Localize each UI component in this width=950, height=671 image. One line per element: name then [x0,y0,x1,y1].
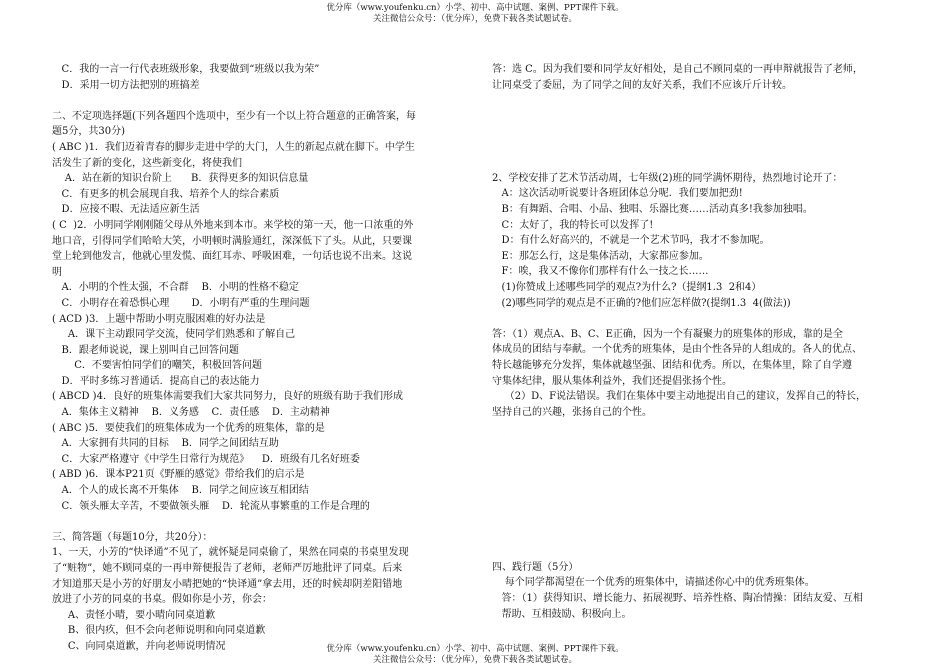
q1-option-d: D．采用一切方法把别的班搞差 [52,79,200,91]
mq3-stem: ( ACD )3．上题中帮助小明克服困难的好办法是 [52,313,266,325]
right-column [492,62,912,622]
sq2-answer-4: 守集体纪律，服从集体利益外，我们还提倡张扬个性。 [492,375,732,387]
mq1-stem-cont: 活发生了新的变化，这些新变化，将使我们 [52,157,242,169]
sq2-answer-2: 体成员的团结与奉献。一个优秀的班集体，是由个性各异的人组成的。各人的优点、 [492,344,862,356]
mq5-stem: ( ABC )5．要使我们的班集体成为一个优秀的班集体，靠的是 [52,422,325,434]
sq1-option-c: C、向同桌道歉，并向老师说明情况 [52,640,226,652]
sq2-speaker-e: E：那怎么行，这是集体活动，大家都应参加。 [492,250,709,262]
sq2-speaker-d: D：有什么好高兴的，不就是一个艺术节吗，我才不参加呢。 [492,235,770,247]
footer-line-1: 优分库（www.youfenku.cn）小学、初中、高中试题、案例、PPT课件下载。 [326,644,624,654]
section-4-title: 四、践行题（5分） [492,561,579,573]
mq1-option-d: D．应接不暇、无法适应新生活 [52,204,200,216]
sq1-stem-1: 1、一天，小芳的“快译通”不见了，就怀疑是同桌偷了，果然在同桌的书桌里发现 [52,547,409,559]
mq2-stem-3: 堂上轮到他发言，他就心里发慌、面红耳赤、呼吸困难，一句话也说不出来。这说 [52,251,412,263]
header-line-2: 关注微信公众号：（优分库），免费下载各类试题试卷。 [372,14,577,24]
mq3-option-d: D．平时多练习普通话．提高自己的表达能力 [52,375,260,387]
mq3-option-c: C．不要害怕同学们的嘲笑，积极回答问题 [52,360,262,372]
sq2-answer-3: 特长越能够充分发挥，集体就越坚强、团结和优秀。所以，在集体里，除了自学遵 [492,359,852,371]
mq6-stem: ( ABD )6．课本P21页《野雁的感觉》带给我们的启示是 [52,469,305,481]
mq5-options-ab: A．大家拥有共同的目标 B．同学之间团结互助 [52,438,279,450]
header-line-1: 优分库（www.youfenku.cn）小学、初中、高中试题、案例、PPT课件下载。 [326,3,624,13]
mq6-options-ab: A．个人的成长离不开集体 B．同学之间应该互相团结 [52,485,309,497]
mq2-stem-2: 地口音，引得同学们哈哈大笑，小明顿时满脸通红，深深低下了头。从此，只要课 [52,235,412,247]
mq3-option-a: A．课下主动跟同学交流，使同学们熟悉和了解自己 [52,329,296,341]
sq2-stem: 2、学校安排了艺术节活动周，七年级(2)班的同学满怀期待，热烈地讨论开了： [492,172,843,184]
sq1-answer-2: 让同桌受了委屈，为了同学之间的友好关系，我们不应该斤斤计较。 [492,79,792,91]
section-4-question: 每个同学都渴望在一个优秀的班集体中，请描述你心中的优秀班集体。 [492,577,815,589]
sq2-sub-2: (2)哪些同学的观点是不正确的?他们应怎样做?(提纲1.3 4(做法)) [492,297,791,309]
page-header [0,3,950,25]
sq1-stem-4: 放进了小芳的同桌的书桌。假如你是小芳，你会： [52,594,272,606]
mq6-options-cd: C．领头雁太辛苦，不要做领头雁 D．轮流从事繁重的工作是合理的 [52,500,370,512]
mq1-stem: ( ABC )1．我们迈着青春的脚步走进中学的大门，人生的新起点就在脚下。中学生 [52,141,415,153]
mq5-options-cd: C．大家严格遵守《中学生日常行为规范》 D．班级有几名好班委 [52,453,360,465]
sq1-stem-2: 了“赃物”，她不顾同桌的一再申辩便报告了老师，老师严厉地批评了同桌。后来 [52,563,403,574]
footer-line-2: 关注微信公众号：（优分库），免费下载各类试题试卷。 [372,655,577,665]
section-3-title: 三、简答题（每题10分，共20分）： [52,531,213,543]
sq2-answer-6: 坚持自己的兴趣，张扬自己的个性。 [492,406,652,418]
sq2-speaker-b: B：有舞蹈、合唱、小品、独唱、乐器比赛……活动真多!我参加独唱。 [492,203,813,215]
sq1-stem-3: 才知道那天是小芳的好朋友小晴把她的“快译通”拿去用，还的时候却阴差阳错地 [52,578,403,590]
mq1-options-ab: A．站在新的知识台阶上 B．获得更多的知识信息量 [52,173,309,185]
sq2-speaker-f: F：唉，我又不像你们那样有什么一技之长…… [492,266,709,278]
left-column [52,62,462,655]
mq4-stem: ( ABCD )4．良好的班集体需要我们大家共同努力，良好的班级有助于我们形成 [52,391,403,403]
sq2-sub-1: (1)你赞成上述哪些同学的观点?为什么?（提纲1.3 2和4） [492,281,762,293]
mq4-options: A．集体主义精神 B．义务感 C．责任感 D．主动精神 [52,407,330,419]
mq3-option-b: B．跟老师说说，课上别叫自己回答问题 [52,344,239,356]
section-4-answer-1: 答：（1）获得知识、增长能力、拓展视野、培养性格、陶冶情操：团结友爱、互相 [492,593,863,605]
mq2-options-cd: C．小明存在着恐惧心理 D．小明有严重的生理问题 [52,297,310,309]
mq2-stem: ( C )2．小明同学刚刚随父母从外地来到本市。来学校的第一天，他一口浓重的外 [52,219,414,231]
q1-option-c: C．我的一言一行代表班级形象，我要做到“班级以我为荣” [52,64,320,75]
section-2-title-cont: 题5分，共30分) [52,126,125,138]
section-4-answer-2: 帮助、互相鼓励、积极向上。 [492,608,632,620]
page-footer [0,644,950,666]
sq1-option-a: A、责怪小晴，要小晴向同桌道歉 [52,609,216,621]
sq2-speaker-a: A：这次活动听说要计各班团体总分呢．我们要加把劲! [492,188,743,200]
section-2-title: 二、不定项选择题(下列各题四个选项中，至少有一个以上符合题意的正确答案，每 [52,110,416,122]
mq1-option-c: C．有更多的机会展现自我、培养个人的综合素质 [52,188,280,200]
sq1-answer-1: 答：选 C。因为我们要和同学友好相处，是自己不顾同桌的一再申辩就报告了老师， [492,64,863,75]
mq2-stem-4: 明 [52,266,62,278]
sq2-answer-5: （2）D、F说法错误。我们在集体中要主动地提出自己的建议，发挥自己的特长， [492,391,867,403]
sq2-speaker-c: C：太好了，我的特长可以发挥了! [492,219,654,231]
sq2-answer-1: 答：（1）观点A、B、C、E正确，因为一个有凝聚力的班集体的形成，靠的是全 [492,328,843,340]
sq1-option-b: B、很内疚，但不会向老师说明和向同桌道歉 [52,625,266,637]
mq2-options-ab: A．小明的个性太强，不合群 B．小明的性格不稳定 [52,282,299,294]
